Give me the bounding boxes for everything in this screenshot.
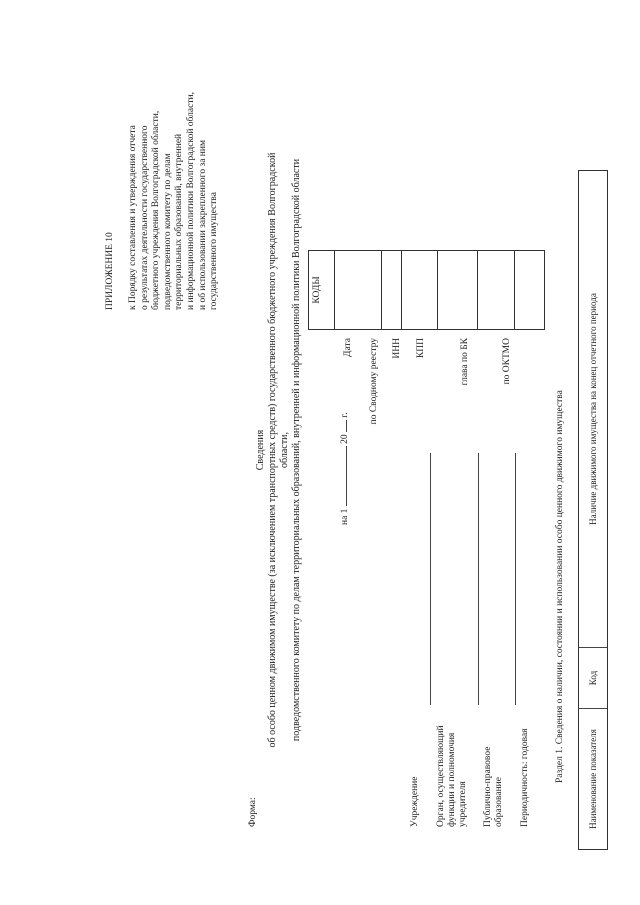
- section1-table-header: [578, 170, 608, 850]
- codes-table: [308, 250, 545, 330]
- date-year-blank: [346, 420, 347, 432]
- codes-row-divider: [401, 251, 402, 329]
- field-organ-line: Орган, осуществляющий: [436, 725, 446, 827]
- section1-title: Раздел 1. Сведения о наличии, состоянии и использовании особо ценного движимого имущества: [555, 390, 565, 783]
- date-suffix: г.: [340, 412, 350, 418]
- appendix-line: территориальных образований, внутренней: [174, 133, 185, 310]
- column-header-code: Код: [588, 670, 598, 686]
- field-organ-line: учредителя: [458, 781, 468, 827]
- code-label-kpp: КПП: [416, 338, 426, 359]
- institution-fill-line: [430, 453, 431, 705]
- field-periodicity: Периодичность: годовая: [520, 728, 530, 827]
- form-label: Форма:: [248, 797, 258, 827]
- organ-fill-line: [478, 453, 479, 705]
- title-line-1: Сведения: [255, 429, 266, 471]
- field-public-entity: [483, 747, 505, 827]
- field-organ: [436, 725, 469, 827]
- code-label-date: Дата: [343, 338, 353, 357]
- appendix-line: государственного имущества: [209, 192, 220, 310]
- date-blank: [346, 446, 347, 506]
- column-header-availability: Наличие движимого имущества на конец отчетного периода: [588, 293, 598, 525]
- codes-header: КОДЫ: [312, 276, 322, 304]
- appendix-line: бюджетного учреждения Волгоградской области,: [151, 110, 162, 310]
- codes-row-divider: [437, 251, 438, 329]
- appendix-line: подведомственного комитету по делам: [162, 153, 173, 310]
- code-label-bk: глава по БК: [460, 338, 470, 386]
- codes-row-divider: [514, 251, 515, 329]
- field-organ-line: функции и полномочия: [447, 732, 457, 827]
- field-public-entity-line: образование: [494, 777, 504, 827]
- code-label-oktmo: по ОКТМО: [502, 338, 512, 385]
- date-line: [340, 412, 351, 525]
- column-header-indicator: Наименование показателя: [588, 729, 598, 829]
- code-label-registry: по Сводному реестру: [369, 338, 379, 425]
- appendix-heading: ПРИЛОЖЕНИЕ 10: [105, 232, 115, 310]
- appendix-line: о результатах деятельности государственного: [139, 125, 150, 310]
- title-line-3: подведомственного комитету по делам территориальных образований, внутренней и информационной политики Волгоградской области: [291, 158, 302, 742]
- code-label-inn: ИНН: [392, 338, 402, 359]
- form-title: [255, 135, 303, 765]
- field-institution: Учреждение: [410, 776, 420, 827]
- column-divider: [579, 708, 607, 709]
- codes-row-divider: [477, 251, 478, 329]
- public-entity-fill-line: [515, 453, 516, 705]
- codes-row-divider: [381, 251, 382, 329]
- field-public-entity-line: Публично-правовое: [483, 746, 493, 827]
- column-divider: [579, 647, 607, 648]
- date-prefix: на 1: [340, 508, 350, 525]
- appendix-text: [128, 92, 221, 310]
- appendix-line: к Порядку составления и утверждения отчета: [128, 125, 138, 310]
- appendix-line: и информационной политики Волгоградской области,: [185, 92, 196, 310]
- appendix-line: и об использовании закрепленного за ним: [197, 140, 208, 310]
- codes-row-divider: [334, 251, 335, 329]
- title-line-2: об особо ценном движимом имуществе (за исключением транспортных средств) государственного бюджетного учреждения Волгоградской области,: [267, 152, 290, 748]
- date-year: 20: [340, 434, 350, 444]
